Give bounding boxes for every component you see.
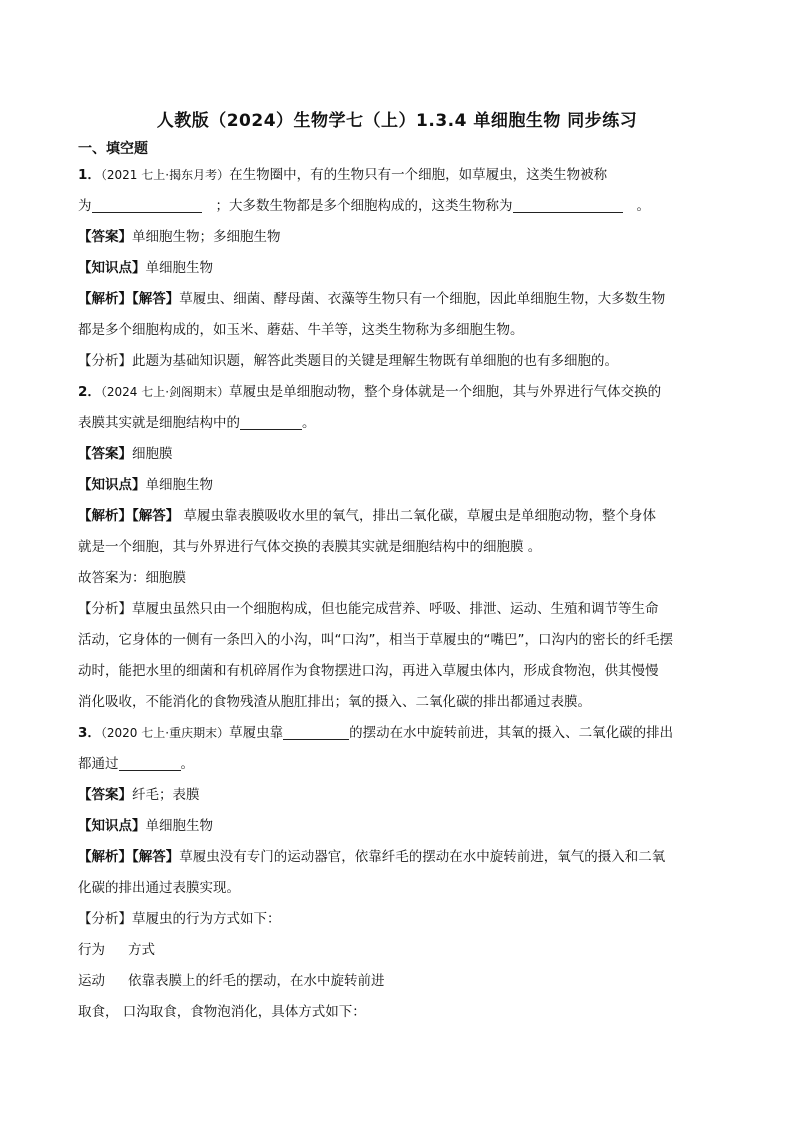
analysis-line: [78, 873, 718, 904]
answer-blank[interactable]: [240, 411, 302, 430]
question-text: 表膜其实就是细胞结构中的: [78, 415, 240, 431]
fenxi-text: 草履虫的行为方式如下：: [132, 911, 281, 927]
table-cell: 依靠表膜上的纤毛的摆动，在水中旋转前进: [128, 973, 385, 989]
question-text: 。: [302, 415, 316, 431]
question-text: 草履虫是单细胞动物，整个身体就是一个细胞，其与外界进行气体交换的: [229, 384, 662, 400]
answer-line: [78, 222, 718, 253]
last-line: [78, 997, 718, 1028]
knowledge-point-tag: 【知识点】: [78, 260, 146, 276]
answer-tag: 【答案】: [78, 229, 132, 245]
fenxi-text: 草履虫虽然只由一个细胞构成，但也能完成营养、呼吸、排泄、运动、生殖和调节等生命: [132, 601, 659, 617]
question-1-line-2: [78, 191, 718, 222]
answer-text: 细胞膜: [132, 446, 173, 462]
answer-tag: 【答案】: [78, 787, 132, 803]
answer-blank[interactable]: [92, 194, 202, 213]
question-3-line-2: [78, 749, 718, 780]
analysis-line: [78, 501, 718, 532]
last-text: 取食， 口沟取食，食物泡消化，具体方式如下：: [78, 1004, 366, 1020]
fenxi-line: [78, 904, 718, 935]
answer-blank[interactable]: [119, 752, 181, 771]
question-source: （2024 七上·剑阁期末）: [100, 385, 230, 399]
table-cell: 运动: [78, 973, 105, 989]
fenxi-text: 此题为基础知识题，解答此类题目的关键是理解生物既有单细胞的也有多细胞的。: [132, 353, 618, 369]
table-cell: 行为: [78, 942, 105, 958]
fenxi-text: 活动，它身体的一侧有一条凹入的小沟，叫“口沟”，相当于草履虫的“嘴巴”，口沟内的密长的纤毛摆: [78, 632, 673, 648]
knowledge-point-text: 单细胞生物: [145, 260, 213, 276]
question-source: （2021 七上·揭东月考）: [100, 168, 230, 182]
page-title: 人教版（2024）生物学七（上）1.3.4 单细胞生物 同步练习: [156, 111, 638, 131]
fenxi-line: [78, 594, 718, 625]
knowledge-point-line: [78, 470, 718, 501]
fenxi-line: [78, 346, 718, 377]
final-answer-text: 故答案为：细胞膜: [78, 570, 186, 586]
knowledge-point-tag: 【知识点】: [78, 477, 146, 493]
question-text: 草履虫靠: [229, 725, 284, 741]
knowledge-point-text: 单细胞生物: [145, 477, 213, 493]
knowledge-point-tag: 【知识点】: [78, 818, 146, 834]
analysis-line: [78, 532, 718, 563]
section-heading: 一、填空题: [78, 141, 148, 157]
question-1-line-1: [78, 160, 718, 191]
question-3-line-1: [78, 718, 718, 749]
answer-line: [78, 780, 718, 811]
analysis-tag: 【解析】【解答】: [78, 291, 180, 307]
question-source: （2020 七上·重庆期末）: [100, 726, 230, 740]
analysis-line: [78, 315, 718, 346]
question-number: 1．: [78, 167, 101, 183]
behavior-table-row: [78, 935, 718, 966]
analysis-text: 就是一个细胞，其与外界进行气体交换的表膜其实就是细胞结构中的细胞膜 。: [78, 539, 542, 555]
fenxi-text: 消化吸收，不能消化的食物残渣从胞肛排出；氧的摄入、二氧化碳的排出都通过表膜。: [78, 694, 591, 710]
analysis-tag: 【解析】【解答】: [78, 849, 180, 865]
fenxi-tag: 【分析】: [78, 911, 132, 927]
question-text: 都通过: [78, 756, 119, 772]
question-text: 。: [180, 756, 194, 772]
analysis-text: 都是多个细胞构成的，如玉米、蘑菇、牛羊等，这类生物称为多细胞生物。: [78, 322, 524, 338]
question-number: 2．: [78, 384, 101, 400]
fenxi-line: [78, 625, 718, 656]
question-text: ；大多数生物都是多个细胞构成的，这类生物称为: [215, 198, 513, 214]
question-text: 为: [78, 198, 92, 214]
question-text: 在生物圈中，有的生物只有一个细胞，如草履虫，这类生物被称: [229, 167, 608, 183]
question-2-line-2: [78, 408, 718, 439]
fenxi-tag: 【分析】: [78, 601, 132, 617]
analysis-tag: 【解析】【解答】: [78, 508, 180, 524]
answer-blank[interactable]: [283, 721, 349, 740]
question-text: 的摆动在水中旋转前进，其氧的摄入、二氧化碳的排出: [349, 725, 674, 741]
table-cell: 方式: [128, 942, 155, 958]
fenxi-line: [78, 687, 718, 718]
fenxi-tag: 【分析】: [78, 353, 132, 369]
answer-text: 纤毛；表膜: [132, 787, 200, 803]
answer-text: 单细胞生物；多细胞生物: [132, 229, 281, 245]
analysis-text: 草履虫、细菌、酵母菌、衣藻等生物只有一个细胞，因此单细胞生物，大多数生物: [179, 291, 666, 307]
question-list: [78, 160, 718, 1028]
behavior-table-row: [78, 966, 718, 997]
question-number: 3．: [78, 725, 101, 741]
analysis-text: 草履虫靠表膜吸收水里的氧气，排出二氧化碳，草履虫是单细胞动物，整个身体: [179, 508, 657, 524]
answer-tag: 【答案】: [78, 446, 132, 462]
answer-blank[interactable]: [513, 194, 623, 213]
analysis-text: 化碳的排出通过表膜实现。: [78, 880, 240, 896]
analysis-line: [78, 284, 718, 315]
final-answer-line: [78, 563, 718, 594]
question-2-line-1: [78, 377, 718, 408]
knowledge-point-line: [78, 253, 718, 284]
knowledge-point-line: [78, 811, 718, 842]
answer-line: [78, 439, 718, 470]
analysis-text: 草履虫没有专门的运动器官，依靠纤毛的摆动在水中旋转前进，氧气的摄入和二氧: [179, 849, 666, 865]
knowledge-point-text: 单细胞生物: [145, 818, 213, 834]
analysis-line: [78, 842, 718, 873]
fenxi-line: [78, 656, 718, 687]
question-text: 。: [636, 198, 650, 214]
fenxi-text: 动时，能把水里的细菌和有机碎屑作为食物摆进口沟，再进入草履虫体内，形成食物泡，供其慢慢: [78, 663, 659, 679]
